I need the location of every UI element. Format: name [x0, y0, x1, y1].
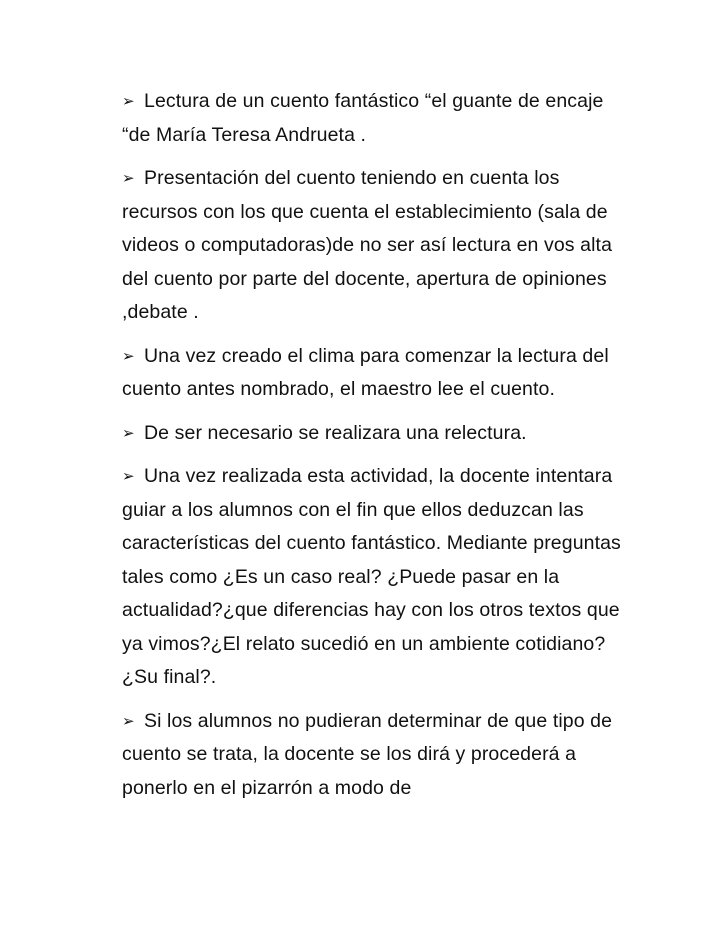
arrowhead-bullet-icon: ➢ — [122, 347, 135, 365]
bullet-text: Lectura de un cuento fantástico “el guante de encaje “de María Teresa Andrueta . — [122, 90, 604, 146]
arrowhead-bullet-icon: ➢ — [122, 424, 135, 442]
bullet-item — [122, 417, 628, 451]
bullet-text: Una vez realizada esta actividad, la docente intentara guiar a los alumnos con el fin que ellos deduzcan las características del cuento fantástico. Mediante preguntas tales como ¿Es un caso real? ¿Puede pasar en la actualidad?¿que diferencias hay con los otros textos que ya vimos?¿El relato sucedió en un ambiente cotidiano?¿Su final?. — [122, 465, 621, 688]
arrowhead-bullet-icon: ➢ — [122, 170, 135, 187]
bullet-text: Una vez creado el clima para comenzar la lectura del cuento antes nombrado, el maestro lee el cuento. — [122, 344, 609, 400]
arrowhead-bullet-icon: ➢ — [122, 712, 135, 730]
bullet-text: Presentación del cuento teniendo en cuenta los recursos con los que cuenta el establecimiento (sala de videos o computadoras)de no ser así lectura en vos alta del cuento por parte del docente, apertura de opiniones ,debate . — [122, 167, 613, 323]
bullet-text: De ser necesario se realizara una relectura. — [144, 421, 527, 444]
bullet-text: Si los alumnos no pudieran determinar de que tipo de cuento se trata, la docente se los dirá y procederá a ponerlo en el pizarrón a modo de — [122, 709, 613, 799]
bullet-item — [122, 460, 628, 695]
bullet-item — [122, 85, 628, 152]
arrowhead-bullet-icon: ➢ — [122, 468, 135, 485]
bullet-item — [122, 705, 628, 806]
arrowhead-bullet-icon: ➢ — [122, 93, 135, 110]
bullet-item — [122, 340, 628, 407]
bullet-item — [122, 162, 628, 330]
